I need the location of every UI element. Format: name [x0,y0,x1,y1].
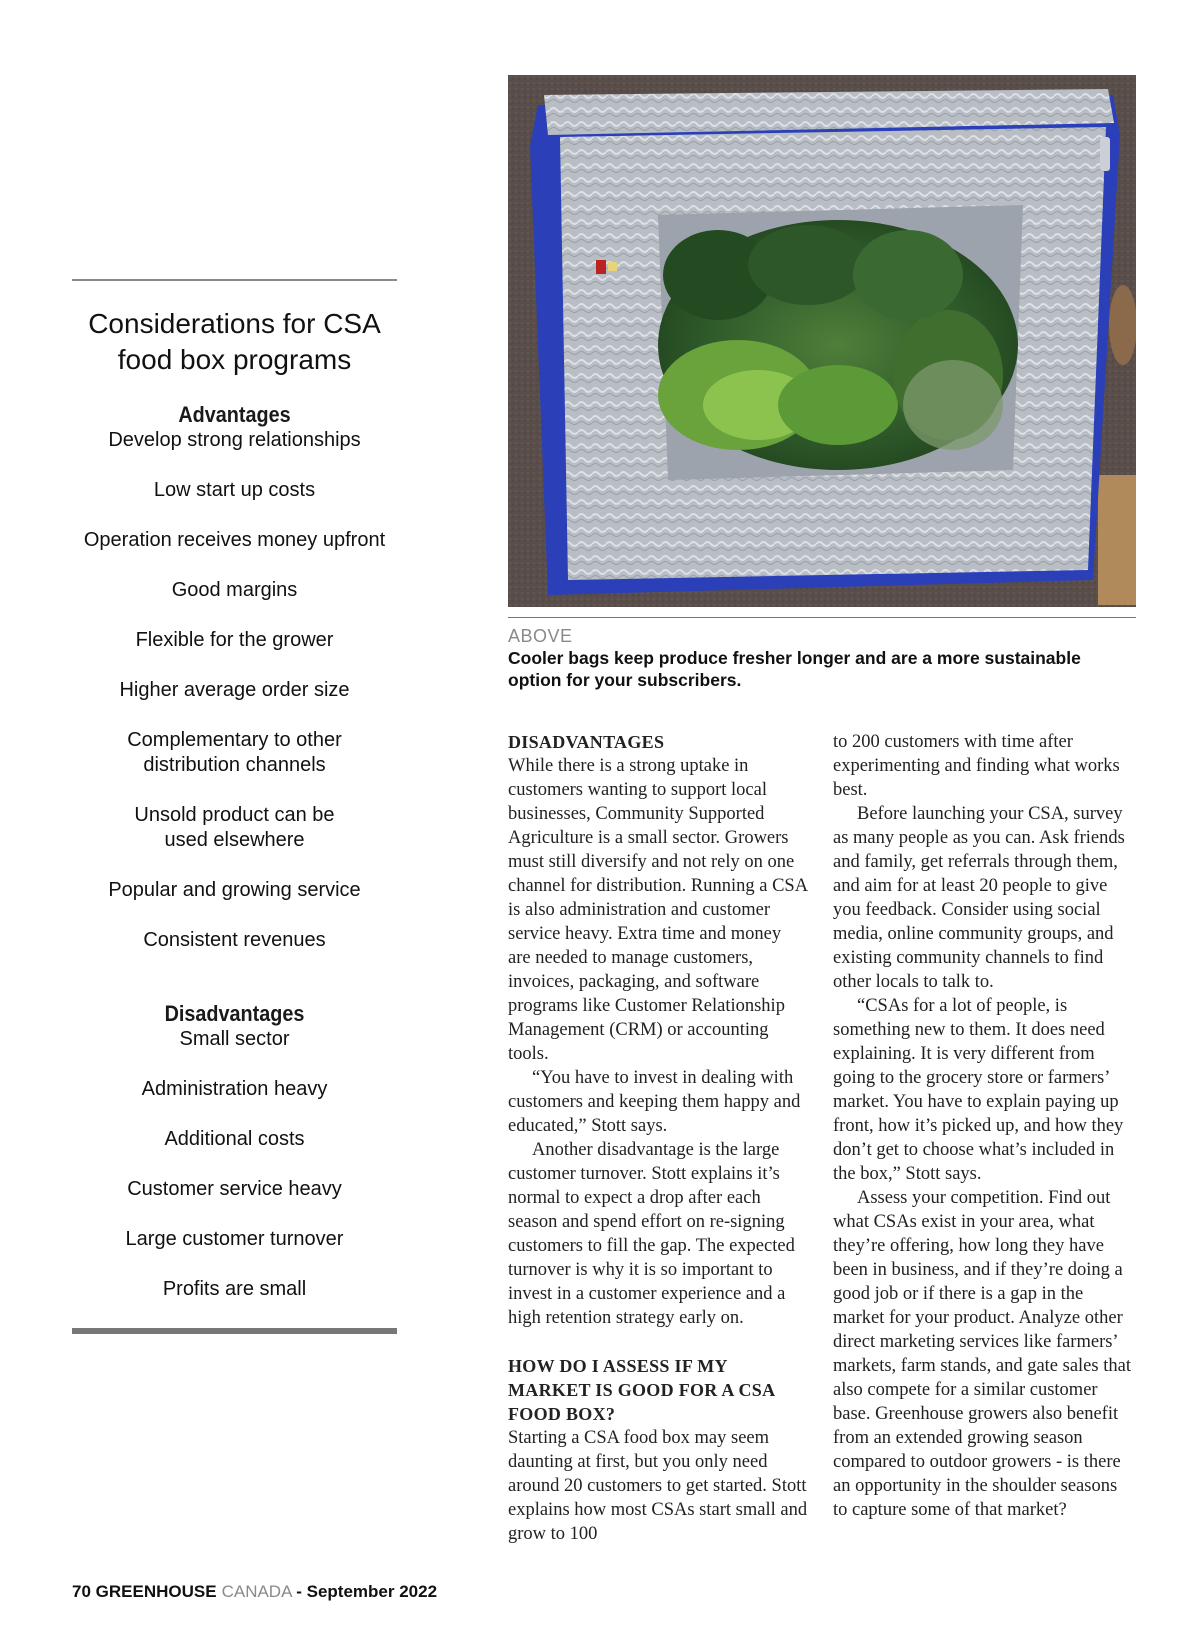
disadvantage-item: Administration heavy [141,1078,328,1100]
article-paragraph: “You have to invest in dealing with customers and keeping them happy and educated,” Stott says. [508,1068,801,1136]
caption-label: ABOVE [508,626,573,646]
sidebar-bottom-rule [72,1328,397,1334]
disadvantage-item: Large customer turnover [125,1228,344,1250]
article-paragraph: Starting a CSA food box may seem daunting at first, but you only need around 20 customers to get started. Stott explains how most CSAs start small and grow to 100 [508,1428,808,1544]
advantage-item: Operation receives money upfront [83,529,386,551]
advantage-item: Develop strong relationships [108,429,361,451]
advantage-item: Good margins [171,579,298,601]
page-footer [72,1581,437,1603]
disadvantage-item: Customer service heavy [127,1178,342,1200]
caption-text: Cooler bags keep produce fresher longer and are a more sustainable option for your subscribers. [508,648,1081,690]
sidebar-box [72,279,397,1334]
photo-caption [508,625,1108,691]
article-column-left [508,730,808,1546]
magazine-brand-bold: GREENHOUSE [95,1582,217,1601]
article-paragraph: Before launching your CSA, survey as many people as you can. Ask friends and family, get referrals through them, and aim for at least 20 people to give you feedback. Consider using social media, online community groups, and existing community channels to find other locals to talk to. [833,804,1125,992]
disadvantages-section [72,1001,397,1302]
article-paragraph: While there is a strong uptake in customers wanting to support local businesses, Community Supported Agriculture is a small sector. Growers must still diversify and not rely on one channel for distribution. Running a CSA is also administration and customer service heavy. Extra time and money are needed to manage customers, invoices, packaging, and software programs like Customer Relationship Management (CRM) or accounting tools. [508,756,808,1064]
page-number: 70 [72,1582,91,1601]
disadvantage-item: Small sector [179,1028,290,1050]
advantage-item: Unsold product can be used elsewhere [134,804,335,851]
advantages-heading: Advantages [178,402,291,427]
advantage-item: Higher average order size [119,679,350,701]
cooler-bag-illustration [508,75,1136,607]
disadvantage-item: Additional costs [164,1128,305,1150]
section-heading-assess-market: HOW DO I ASSESS IF MY MARKET IS GOOD FOR A CSA FOOD BOX? [508,1356,775,1424]
article-paragraph: Another disadvantage is the large customer turnover. Stott explains it’s normal to expect a drop after each season and spend effort on re-signing customers to fill the gap. The expected turnover is why it is so important to invest in a customer experience and a high retention strategy early on. [508,1140,795,1328]
disadvantages-list [72,1027,397,1302]
advantage-item: Popular and growing service [108,879,361,901]
disadvantage-item: Profits are small [162,1278,307,1300]
section-heading-disadvantages: DISADVANTAGES [508,732,665,752]
advantage-item: Flexible for the grower [135,629,334,651]
cooler-bag-photo [508,75,1136,607]
advantage-item: Consistent revenues [143,929,326,951]
magazine-brand-light: CANADA [221,1582,292,1601]
sidebar-top-rule [72,279,397,281]
article-paragraph: “CSAs for a lot of people, is something new to them. It does need explaining. It is very different from going to the grocery store or farmers’ market. You have to explain paying up front, how it’s picked up, and how they don’t get to choose what’s included in the box,” Stott says. [833,996,1124,1184]
issue-date: - September 2022 [296,1582,438,1601]
disadvantages-heading: Disadvantages [164,1001,305,1026]
sidebar-title: Considerations for CSA food box programs [88,308,381,375]
article-column-right [833,730,1133,1522]
advantages-list [72,428,397,953]
article-paragraph: to 200 customers with time after experimenting and finding what works best. [833,732,1120,800]
advantage-item: Low start up costs [153,479,316,501]
advantage-item: Complementary to other distribution channels [127,729,342,776]
photo-caption-rule [508,617,1136,618]
article-paragraph: Assess your competition. Find out what CSAs exist in your area, what they’re offering, how long they have been in business, and if they’re doing a good job or if there is a gap in the market for your product. Analyze other direct marketing services like farmers’ markets, farm stands, and gate sales that also compete for a similar customer base. Greenhouse growers also benefit from an extended growing season compared to outdoor growers - is there an opportunity in the shoulder seasons to capture some of that market? [833,1188,1131,1520]
